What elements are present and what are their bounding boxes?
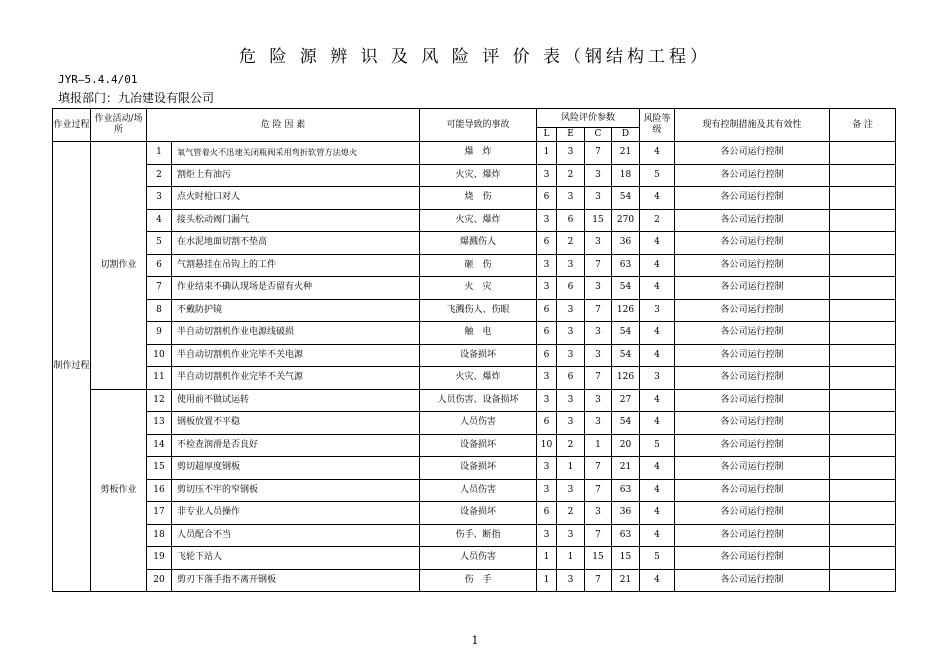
remarks-cell xyxy=(830,569,896,592)
row-number: 19 xyxy=(147,547,172,570)
hazard-cell: 气割悬挂在吊钩上的工件 xyxy=(172,254,420,277)
control-measure: 各公司运行控制 xyxy=(675,254,830,277)
param-C: 7 xyxy=(585,367,612,390)
param-E: 3 xyxy=(557,524,585,547)
risk-level: 4 xyxy=(640,412,675,435)
control-measure: 各公司运行控制 xyxy=(675,299,830,322)
risk-level: 2 xyxy=(640,209,675,232)
hazard-cell: 在水泥地面切割不垫高 xyxy=(172,232,420,255)
remarks-cell xyxy=(830,457,896,480)
param-L: 1 xyxy=(537,547,557,570)
hazard-cell: 半自动切割机作业完毕不关电源 xyxy=(172,344,420,367)
param-L: 6 xyxy=(537,344,557,367)
row-number: 5 xyxy=(147,232,172,255)
param-E: 3 xyxy=(557,389,585,412)
accident-cell: 火灾、爆炸 xyxy=(420,209,537,232)
hazard-cell: 飞轮下站人 xyxy=(172,547,420,570)
param-E: 6 xyxy=(557,367,585,390)
row-number: 16 xyxy=(147,479,172,502)
risk-level: 5 xyxy=(640,164,675,187)
document-title: 危 险 源 辨 识 及 风 险 评 价 表（钢结构工程） xyxy=(238,47,712,67)
risk-level: 4 xyxy=(640,142,675,165)
control-measure: 各公司运行控制 xyxy=(675,412,830,435)
remarks-cell xyxy=(830,389,896,412)
row-number: 12 xyxy=(147,389,172,412)
row-number: 11 xyxy=(147,367,172,390)
param-D: 270 xyxy=(612,209,640,232)
control-measure: 各公司运行控制 xyxy=(675,367,830,390)
control-measure: 各公司运行控制 xyxy=(675,389,830,412)
hazard-cell: 人员配合不当 xyxy=(172,524,420,547)
activity-cell: 剪板作业 xyxy=(91,389,147,592)
accident-cell: 伤 手 xyxy=(420,569,537,592)
param-C: 3 xyxy=(585,232,612,255)
table-row xyxy=(53,187,896,210)
table-row xyxy=(53,479,896,502)
accident-cell: 爆 炸 xyxy=(420,142,537,165)
param-E: 3 xyxy=(557,344,585,367)
row-number: 7 xyxy=(147,277,172,300)
param-D: 63 xyxy=(612,254,640,277)
risk-level: 5 xyxy=(640,547,675,570)
param-E: 3 xyxy=(557,569,585,592)
row-number: 8 xyxy=(147,299,172,322)
row-number: 17 xyxy=(147,502,172,525)
reporting-department: 填报部门：九冶建设有限公司 xyxy=(58,91,215,105)
risk-level: 4 xyxy=(640,322,675,345)
hazard-cell: 氧气管着火不迅速关闭瓶阀采用弯折软管方法熄火 xyxy=(172,142,420,165)
risk-level: 4 xyxy=(640,524,675,547)
remarks-cell xyxy=(830,524,896,547)
table-row xyxy=(53,164,896,187)
remarks-cell xyxy=(830,142,896,165)
risk-level: 4 xyxy=(640,344,675,367)
control-measure: 各公司运行控制 xyxy=(675,164,830,187)
header-C: C xyxy=(585,128,612,142)
param-D: 36 xyxy=(612,502,640,525)
control-measure: 各公司运行控制 xyxy=(675,142,830,165)
param-C: 7 xyxy=(585,254,612,277)
param-L: 3 xyxy=(537,367,557,390)
param-E: 2 xyxy=(557,232,585,255)
header-E: E xyxy=(557,128,585,142)
control-measure: 各公司运行控制 xyxy=(675,457,830,480)
accident-cell: 设备损坏 xyxy=(420,344,537,367)
header-measures: 现有控制措施及其有效性 xyxy=(675,109,830,142)
control-measure: 各公司运行控制 xyxy=(675,524,830,547)
header-accident: 可能导致的事故 xyxy=(420,109,537,142)
hazard-cell: 剪切压不牢的窄钢板 xyxy=(172,479,420,502)
param-C: 7 xyxy=(585,457,612,480)
accident-cell: 火灾、爆炸 xyxy=(420,367,537,390)
param-L: 6 xyxy=(537,412,557,435)
header-remarks: 备 注 xyxy=(830,109,896,142)
row-number: 15 xyxy=(147,457,172,480)
param-L: 3 xyxy=(537,457,557,480)
param-L: 6 xyxy=(537,299,557,322)
hazard-cell: 使用前不做试运转 xyxy=(172,389,420,412)
control-measure: 各公司运行控制 xyxy=(675,277,830,300)
header-process: 作业过程 xyxy=(53,109,91,142)
accident-cell: 人员伤害 xyxy=(420,479,537,502)
risk-level: 4 xyxy=(640,389,675,412)
risk-level: 4 xyxy=(640,232,675,255)
control-measure: 各公司运行控制 xyxy=(675,187,830,210)
param-D: 27 xyxy=(612,389,640,412)
param-D: 126 xyxy=(612,299,640,322)
param-L: 3 xyxy=(537,277,557,300)
header-L: L xyxy=(537,128,557,142)
header-activity: 作业活动/场所 xyxy=(91,109,147,142)
param-D: 18 xyxy=(612,164,640,187)
control-measure: 各公司运行控制 xyxy=(675,479,830,502)
hazard-cell: 作业结束不确认现场是否留有火种 xyxy=(172,277,420,300)
row-number: 2 xyxy=(147,164,172,187)
hazard-cell: 半自动切割机作业完毕不关气源 xyxy=(172,367,420,390)
param-L: 6 xyxy=(537,322,557,345)
activity-cell: 切割作业 xyxy=(91,142,147,390)
param-D: 36 xyxy=(612,232,640,255)
hazard-cell: 剪刃下落手指不离开钢板 xyxy=(172,569,420,592)
remarks-cell xyxy=(830,322,896,345)
header-D: D xyxy=(612,128,640,142)
remarks-cell xyxy=(830,254,896,277)
risk-level: 4 xyxy=(640,457,675,480)
hazard-cell: 点火时枪口对人 xyxy=(172,187,420,210)
table-row xyxy=(53,412,896,435)
param-D: 63 xyxy=(612,524,640,547)
remarks-cell xyxy=(830,344,896,367)
control-measure: 各公司运行控制 xyxy=(675,322,830,345)
hazard-cell: 半自动切割机作业电源线破损 xyxy=(172,322,420,345)
param-D: 54 xyxy=(612,322,640,345)
param-D: 54 xyxy=(612,277,640,300)
param-E: 3 xyxy=(557,254,585,277)
risk-level: 4 xyxy=(640,479,675,502)
remarks-cell xyxy=(830,299,896,322)
control-measure: 各公司运行控制 xyxy=(675,209,830,232)
table-row xyxy=(53,299,896,322)
param-C: 1 xyxy=(585,434,612,457)
table-row xyxy=(53,344,896,367)
hazard-cell: 钢板放置不平稳 xyxy=(172,412,420,435)
param-C: 3 xyxy=(585,187,612,210)
param-C: 7 xyxy=(585,524,612,547)
param-E: 1 xyxy=(557,457,585,480)
accident-cell: 砸 伤 xyxy=(420,254,537,277)
param-D: 21 xyxy=(612,142,640,165)
param-D: 21 xyxy=(612,569,640,592)
risk-level: 4 xyxy=(640,254,675,277)
param-C: 15 xyxy=(585,547,612,570)
remarks-cell xyxy=(830,547,896,570)
accident-cell: 触 电 xyxy=(420,322,537,345)
remarks-cell xyxy=(830,479,896,502)
row-number: 14 xyxy=(147,434,172,457)
row-number: 6 xyxy=(147,254,172,277)
accident-cell: 人员伤害 xyxy=(420,412,537,435)
param-E: 3 xyxy=(557,299,585,322)
accident-cell: 设备损坏 xyxy=(420,434,537,457)
param-L: 6 xyxy=(537,187,557,210)
param-L: 3 xyxy=(537,479,557,502)
remarks-cell xyxy=(830,209,896,232)
table-row xyxy=(53,434,896,457)
remarks-cell xyxy=(830,232,896,255)
accident-cell: 火灾、爆炸 xyxy=(420,164,537,187)
risk-level: 5 xyxy=(640,434,675,457)
param-C: 7 xyxy=(585,142,612,165)
table-row xyxy=(53,142,896,165)
param-E: 2 xyxy=(557,164,585,187)
param-L: 3 xyxy=(537,389,557,412)
table-header-row xyxy=(53,109,896,128)
hazard-cell: 接头松动阀门漏气 xyxy=(172,209,420,232)
param-E: 3 xyxy=(557,187,585,210)
accident-cell: 设备损坏 xyxy=(420,502,537,525)
control-measure: 各公司运行控制 xyxy=(675,547,830,570)
hazard-cell: 剪切超厚度钢板 xyxy=(172,457,420,480)
param-L: 3 xyxy=(537,524,557,547)
remarks-cell xyxy=(830,164,896,187)
param-C: 15 xyxy=(585,209,612,232)
process-cell: 制作过程 xyxy=(53,142,91,592)
param-E: 6 xyxy=(557,209,585,232)
row-number: 18 xyxy=(147,524,172,547)
param-E: 3 xyxy=(557,322,585,345)
risk-level: 3 xyxy=(640,299,675,322)
document-code: JYR—5.4.4/01 xyxy=(58,73,138,86)
param-C: 3 xyxy=(585,164,612,187)
param-L: 3 xyxy=(537,164,557,187)
table-row xyxy=(53,322,896,345)
remarks-cell xyxy=(830,434,896,457)
remarks-cell xyxy=(830,367,896,390)
remarks-cell xyxy=(830,187,896,210)
accident-cell: 爆溅伤人 xyxy=(420,232,537,255)
table-row xyxy=(53,232,896,255)
table-row xyxy=(53,389,896,412)
row-number: 10 xyxy=(147,344,172,367)
param-E: 3 xyxy=(557,412,585,435)
row-number: 20 xyxy=(147,569,172,592)
param-C: 3 xyxy=(585,344,612,367)
accident-cell: 火 灾 xyxy=(420,277,537,300)
table-row xyxy=(53,367,896,390)
param-E: 2 xyxy=(557,502,585,525)
param-E: 6 xyxy=(557,277,585,300)
header-hazard: 危 险 因 素 xyxy=(147,109,420,142)
param-C: 3 xyxy=(585,502,612,525)
risk-assessment-table xyxy=(52,108,896,592)
param-C: 7 xyxy=(585,569,612,592)
remarks-cell xyxy=(830,277,896,300)
row-number: 9 xyxy=(147,322,172,345)
risk-level: 4 xyxy=(640,187,675,210)
param-D: 63 xyxy=(612,479,640,502)
table-row xyxy=(53,524,896,547)
table-row xyxy=(53,254,896,277)
param-L: 1 xyxy=(537,569,557,592)
param-C: 7 xyxy=(585,299,612,322)
param-E: 2 xyxy=(557,434,585,457)
param-L: 3 xyxy=(537,209,557,232)
table-row xyxy=(53,277,896,300)
param-D: 54 xyxy=(612,344,640,367)
table-row xyxy=(53,569,896,592)
row-number: 3 xyxy=(147,187,172,210)
accident-cell: 伤手、断指 xyxy=(420,524,537,547)
control-measure: 各公司运行控制 xyxy=(675,569,830,592)
header-level: 风险等级 xyxy=(640,109,675,142)
risk-level: 4 xyxy=(640,502,675,525)
table-row xyxy=(53,547,896,570)
accident-cell: 人员伤害、设备损坏 xyxy=(420,389,537,412)
param-C: 3 xyxy=(585,277,612,300)
param-E: 1 xyxy=(557,547,585,570)
param-D: 15 xyxy=(612,547,640,570)
param-D: 21 xyxy=(612,457,640,480)
param-E: 3 xyxy=(557,142,585,165)
param-C: 3 xyxy=(585,412,612,435)
hazard-cell: 非专业人员操作 xyxy=(172,502,420,525)
control-measure: 各公司运行控制 xyxy=(675,344,830,367)
row-number: 13 xyxy=(147,412,172,435)
control-measure: 各公司运行控制 xyxy=(675,434,830,457)
control-measure: 各公司运行控制 xyxy=(675,232,830,255)
remarks-cell xyxy=(830,502,896,525)
param-L: 3 xyxy=(537,254,557,277)
param-D: 126 xyxy=(612,367,640,390)
table-row xyxy=(53,457,896,480)
hazard-cell: 不检查润滑是否良好 xyxy=(172,434,420,457)
remarks-cell xyxy=(830,412,896,435)
param-D: 20 xyxy=(612,434,640,457)
param-C: 3 xyxy=(585,389,612,412)
accident-cell: 飞溅伤人、伤眼 xyxy=(420,299,537,322)
param-C: 3 xyxy=(585,322,612,345)
accident-cell: 烧 伤 xyxy=(420,187,537,210)
accident-cell: 设备损坏 xyxy=(420,457,537,480)
row-number: 1 xyxy=(147,142,172,165)
table-row xyxy=(53,209,896,232)
param-D: 54 xyxy=(612,187,640,210)
risk-level: 3 xyxy=(640,367,675,390)
hazard-cell: 不戴防护镜 xyxy=(172,299,420,322)
accident-cell: 人员伤害 xyxy=(420,547,537,570)
param-E: 3 xyxy=(557,479,585,502)
page-number: 1 xyxy=(471,634,479,647)
row-number: 4 xyxy=(147,209,172,232)
risk-level: 4 xyxy=(640,569,675,592)
param-L: 6 xyxy=(537,232,557,255)
param-L: 1 xyxy=(537,142,557,165)
param-L: 6 xyxy=(537,502,557,525)
param-L: 10 xyxy=(537,434,557,457)
hazard-cell: 割炬上有油污 xyxy=(172,164,420,187)
table-row xyxy=(53,502,896,525)
param-C: 7 xyxy=(585,479,612,502)
risk-level: 4 xyxy=(640,277,675,300)
param-D: 54 xyxy=(612,412,640,435)
control-measure: 各公司运行控制 xyxy=(675,502,830,525)
header-params: 风险评价参数 xyxy=(537,109,640,128)
